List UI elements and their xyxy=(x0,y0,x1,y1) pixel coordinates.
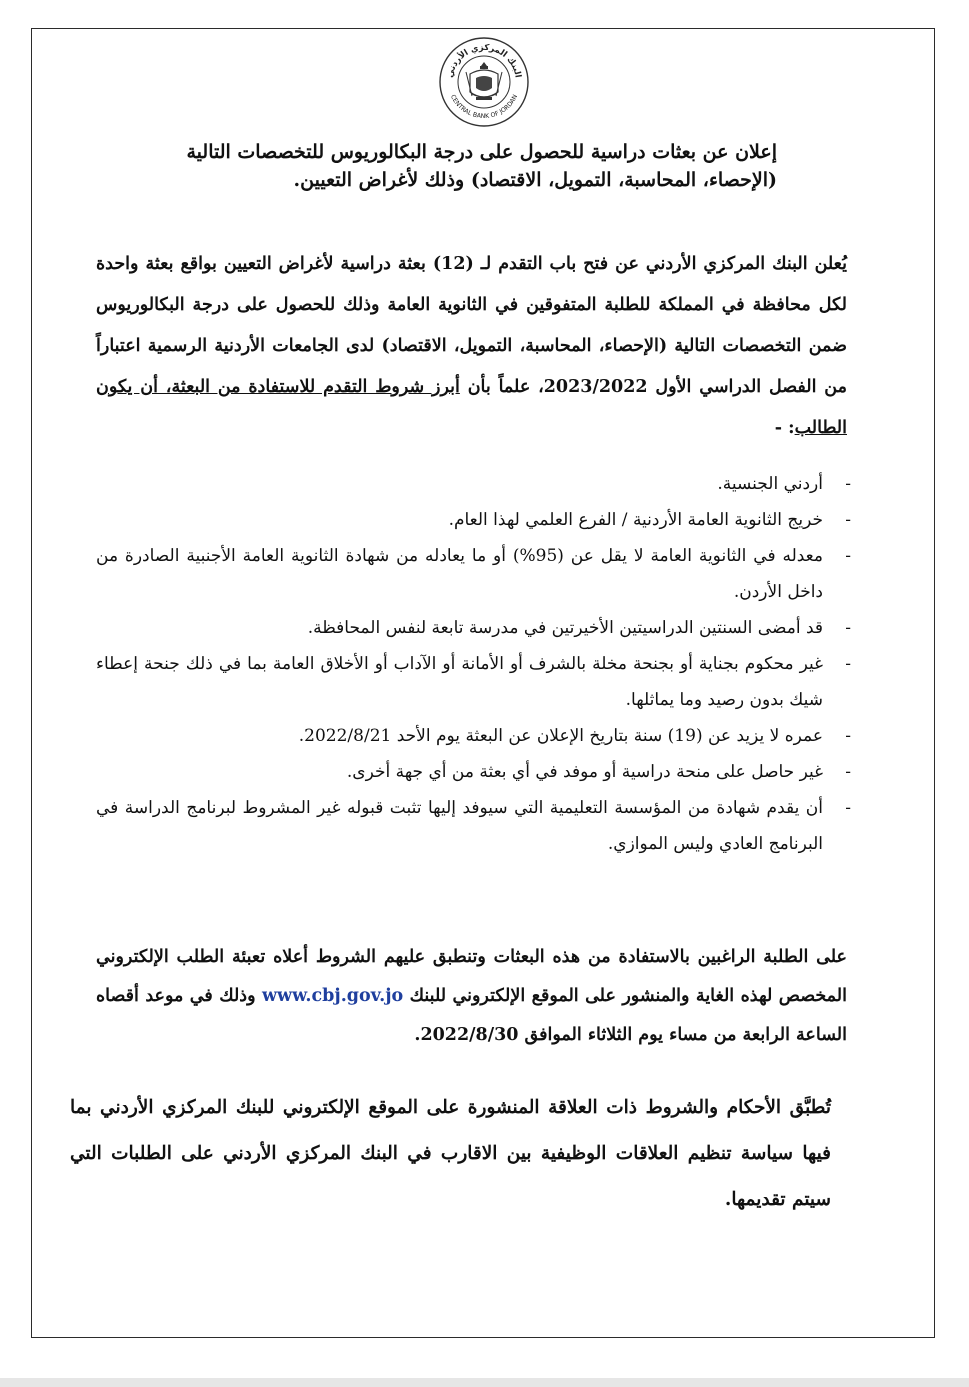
condition-item xyxy=(96,610,851,646)
condition-dash: - xyxy=(845,474,851,494)
condition-text: أن يقدم شهادة من المؤسسة التعليمية التي سيوفد إليها تثبت قبوله غير المشروط لبرنامج الدراسة في البرنامج العادي وليس الموازي. xyxy=(96,798,823,854)
terms-paragraph xyxy=(70,1085,831,1223)
title-line-2: (الإحصاء، المحاسبة، التمويل، الاقتصاد) وذلك لأغراض التعيين. xyxy=(293,169,777,191)
logo-english-ring-text: CENTRAL BANK OF JORDAN xyxy=(448,93,520,121)
website-link[interactable]: www.cbj.gov.jo xyxy=(261,986,404,1006)
condition-item xyxy=(96,538,851,610)
central-bank-logo xyxy=(438,36,530,128)
condition-text: غير حاصل على منحة دراسية أو موفد في أي بعثة من أي جهة أخرى. xyxy=(346,762,823,782)
condition-text: قد أمضى السنتين الدراسيتين الأخيرتين في مدرسة تابعة لنفس المحافظة. xyxy=(307,618,823,638)
condition-dash: - xyxy=(845,798,851,818)
intro-suffix: : - xyxy=(774,418,795,438)
condition-text: خريج الثانوية العامة الأردنية / الفرع العلمي لهذا العام. xyxy=(448,510,823,530)
condition-item xyxy=(96,790,851,862)
terms-text: تُطبَّق الأحكام والشروط ذات العلاقة المنشورة على الموقع الإلكتروني للبنك المركزي الأردني بما فيها سياسة تنظيم العلاقات الوظيفية بين الاقارب في البنك المركزي الأردني على الطلبات التي سيتم تقديمها. xyxy=(70,1097,831,1210)
condition-item xyxy=(96,502,851,538)
condition-item xyxy=(96,754,851,790)
condition-item xyxy=(96,466,851,502)
title-line-1: إعلان عن بعثات دراسية للحصول على درجة البكالوريوس للتخصصات التالية xyxy=(186,141,777,163)
intro-text: يُعلن البنك المركزي الأردني عن فتح باب التقدم لـ (12) بعثة دراسية لأغراض التعيين بواقع بعثة واحدة لكل محافظة في المملكة للطلبة المتفوقين في الثانوية العامة وذلك للحصول على درجة البكالوريوس ضمن التخصصات التالية (الإحصاء، المحاسبة، التمويل، الاقتصاد) لدى الجامعات الأردنية الرسمية اعتباراً من الفصل الدراسي الأول 2023/2022، علماً بأن xyxy=(96,254,847,397)
condition-dash: - xyxy=(845,546,851,566)
jordan-coat-of-arms-icon xyxy=(466,62,502,100)
page-bottom-edge xyxy=(0,1378,969,1387)
intro-paragraph xyxy=(96,244,847,449)
condition-dash: - xyxy=(845,618,851,638)
logo-arabic-ring-text: البنك المركزي الأردني xyxy=(445,42,523,79)
condition-text: عمره لا يزيد عن (19) سنة بتاريخ الإعلان عن البعثة يوم الأحد 2022/8/21. xyxy=(298,726,823,746)
condition-dash: - xyxy=(845,510,851,530)
apply-text-before-link: على الطلبة الراغبين بالاستفادة من هذه البعثات وتنطبق عليهم الشروط أعلاه تعبئة الطلب الإلكتروني المخصص لهذه الغاية والمنشور على الموقع الإلكتروني للبنك xyxy=(96,947,847,1006)
condition-dash: - xyxy=(845,726,851,746)
intro-underlined-text: أبرز شروط التقدم للاستفادة من البعثة، أن يكون الطالب xyxy=(96,377,847,438)
application-paragraph xyxy=(96,938,847,1055)
announcement-title xyxy=(90,138,777,194)
condition-text: غير محكوم بجناية أو بجنحة مخلة بالشرف أو الأمانة أو الآداب أو الأخلاق العامة بما في ذلك جنحة إعطاء شيك بدون رصيد وما يماثلها. xyxy=(96,654,823,710)
condition-item xyxy=(96,718,851,754)
condition-dash: - xyxy=(845,762,851,782)
conditions-list xyxy=(96,466,851,862)
apply-text-after-link: وذلك في موعد أقصاه الساعة الرابعة من مساء يوم الثلاثاء الموافق 2022/8/30. xyxy=(96,986,847,1045)
condition-dash: - xyxy=(845,654,851,674)
condition-item xyxy=(96,646,851,718)
condition-text: معدله في الثانوية العامة لا يقل عن (95%) أو ما يعادله من شهادة الثانوية العامة الأجنبية الصادرة من داخل الأردن. xyxy=(96,546,823,602)
condition-text: أردني الجنسية. xyxy=(717,474,823,494)
